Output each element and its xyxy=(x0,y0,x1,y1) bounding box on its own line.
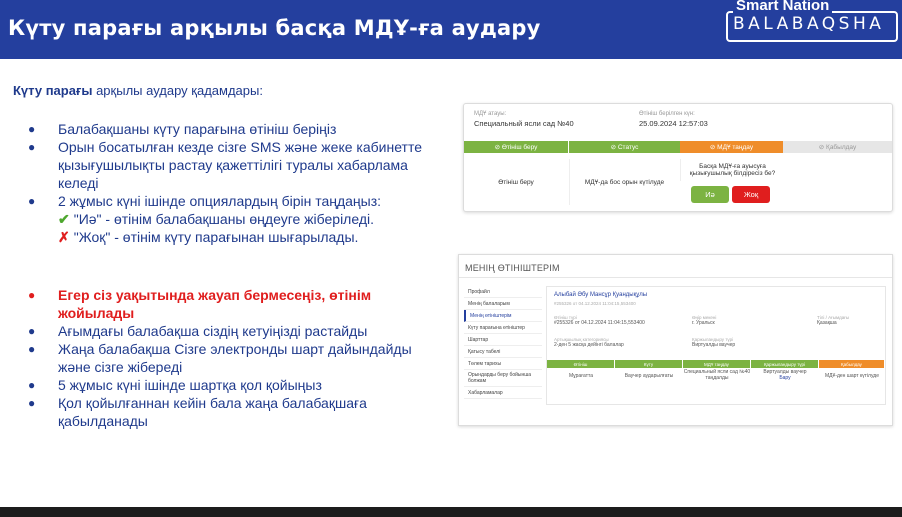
bullet-icon: ● xyxy=(28,396,36,410)
progress-step: ⊘ Өтініш беру xyxy=(464,141,568,153)
steps-list xyxy=(28,120,433,246)
sidebar-item[interactable]: Төлем тарихы xyxy=(464,358,542,370)
progress-step: Күту xyxy=(615,360,683,368)
sidebar-item-active[interactable]: Менің өтініштерім xyxy=(464,310,542,322)
bullet-icon: ● xyxy=(28,342,36,356)
step-text: Орын босатылған кезде сізге SMS және жеке кабинетте қызығушылықты растау қажеттілігі туралы хабарлама келеді xyxy=(58,139,422,191)
list-item xyxy=(28,138,433,192)
field-block xyxy=(554,337,624,348)
bullet-icon: ● xyxy=(28,378,36,392)
bullet-icon: ● xyxy=(28,140,36,154)
kindergarten-field xyxy=(474,111,574,128)
field-block xyxy=(817,315,849,326)
field-label: Тілі / Ағымдағы xyxy=(817,315,850,320)
field-label: МДҰ атауы: xyxy=(474,111,507,117)
sidebar-item[interactable]: Күту парағына өтініштер xyxy=(464,322,542,334)
question-cell: Басқа МДҰ-ға ауысуға қызығушылық білдіресіз бе? xyxy=(680,159,784,181)
intro-rest: арқылы аудару қадамдары: xyxy=(92,83,263,98)
status-cell: Өтініш беру xyxy=(498,178,534,186)
field-value: 2-ден 5 жасқа дейінгі балалар xyxy=(554,342,624,348)
step-text: Жаңа балабақша Сізге электронды шарт дайындайды және сізге жібереді xyxy=(58,341,412,375)
progress-step: Өтініш xyxy=(547,360,615,368)
bullet-icon: ● xyxy=(28,288,36,302)
field-value: 25.09.2024 12:57:03 xyxy=(639,119,708,128)
card-title: МЕНІҢ ӨТІНІШТЕРІМ xyxy=(465,263,560,273)
step-text: 5 жұмыс күні ішінде шартқа қол қойыңыз xyxy=(58,377,322,393)
application-detail xyxy=(546,286,886,405)
child-name: Алыбай Әбу Мансұр Қуандықұлы xyxy=(554,292,648,298)
field-value: г. Уральск xyxy=(692,320,715,326)
list-item xyxy=(28,340,423,376)
application-card xyxy=(463,103,893,212)
warning-text: Егер сіз уақытында жауап бермесеңіз, өтінім жойылады xyxy=(58,287,372,321)
sidebar-item[interactable]: Хабарламалар xyxy=(464,387,542,399)
option-no xyxy=(28,228,433,246)
progress-step: Қаржыландыру түрі xyxy=(751,360,819,368)
status-cell: Мұрағатта xyxy=(568,373,594,379)
field-label: Өтініш берілген күн: xyxy=(639,111,695,117)
option-yes-text: "Иә" - өтінім балабақшаны өңдеуге жіберіледі. xyxy=(73,211,375,227)
sidebar-item[interactable]: Профайл xyxy=(464,286,542,298)
progress-step: МДҰ таңдау xyxy=(683,360,751,368)
go-link[interactable]: Бару xyxy=(779,375,791,381)
step-text: Балабақшаны күту парағына өтініш беріңіз xyxy=(58,121,337,137)
option-yes xyxy=(28,210,433,228)
my-applications-card xyxy=(458,254,893,426)
step-text: Қол қойылғаннан кейін бала жаңа балабақшаға қабылданады xyxy=(58,395,367,429)
cell-text: Виртуалды ваучер xyxy=(763,369,807,375)
sidebar-menu xyxy=(464,286,542,399)
intro-bold: Күту парағы xyxy=(13,83,93,98)
sidebar-item[interactable]: Менің балаларым xyxy=(464,298,542,310)
field-label: Өңір мекені xyxy=(692,315,717,320)
cross-icon: ✗ xyxy=(58,229,70,245)
step-label: Статус xyxy=(617,143,639,151)
sidebar-item[interactable]: Шарттар xyxy=(464,334,542,346)
field-block xyxy=(692,315,716,326)
logo-top-text: Smart Nation xyxy=(733,0,832,14)
field-value: Специальный ясли сад №40 xyxy=(474,119,574,128)
field-label: Қаржыландыру түрі xyxy=(692,337,734,342)
step-text: 2 жұмыс күні ішінде опциялардың бірін таңдаңыз: xyxy=(58,193,382,209)
list-item xyxy=(28,120,433,138)
logo-main-text: BALABAQSHA xyxy=(733,14,885,34)
progress-step: ⊘ Қабылдау xyxy=(783,141,892,153)
field-value: Виртуалды ваучер xyxy=(692,342,736,348)
divider xyxy=(459,277,892,278)
status-cell xyxy=(751,369,819,381)
step-text: Ағымдағы балабақша сіздің кетуіңізді растайды xyxy=(58,323,368,339)
field-block xyxy=(554,315,645,326)
step-label: Өтініш беру xyxy=(501,143,538,151)
list-item xyxy=(28,376,423,394)
date-field xyxy=(639,111,708,128)
option-no-text: "Жоқ" - өтінім күту парағынан шығарылады. xyxy=(73,229,359,245)
list-item xyxy=(28,394,423,430)
field-label: Артықшылық категориясы xyxy=(554,337,609,342)
steps-list-2 xyxy=(28,286,423,430)
progress-step: Қабылдау xyxy=(819,360,885,368)
status-cell: Специальный ясли сад №40 таңдалды xyxy=(683,369,751,381)
field-label: Өтініш түрі xyxy=(554,315,577,320)
intro-text xyxy=(13,83,263,98)
status-cell: МДҰ-ден шарт күтілуде xyxy=(824,373,880,379)
sidebar-item[interactable]: Қатысу табелі xyxy=(464,346,542,358)
warning-item xyxy=(28,286,423,322)
footer-bar xyxy=(0,507,902,517)
field-value: #255326 от 04.12.2024 11:04:15,553400 xyxy=(554,320,645,326)
list-item xyxy=(28,192,433,210)
step-label: МДҰ таңдау xyxy=(717,143,754,151)
progress-bar xyxy=(464,141,892,153)
no-button[interactable]: Жоқ xyxy=(732,186,770,203)
app-id: #255326 от 04.12.2024 11:04:15,553400 xyxy=(554,301,636,306)
bullet-icon: ● xyxy=(28,122,36,136)
bullet-icon: ● xyxy=(28,324,36,338)
page-title: Күту парағы арқылы басқа МДҰ-ға аудару xyxy=(8,16,541,40)
bullet-icon: ● xyxy=(28,194,36,208)
field-value: Қазақша xyxy=(817,320,837,326)
progress-bar xyxy=(547,360,885,368)
progress-step: ⊘ Статус xyxy=(568,141,680,153)
step-label: Қабылдау xyxy=(826,143,857,151)
status-cell: МДҰ-да бос орын күтілуде xyxy=(569,159,679,205)
sidebar-item[interactable]: Орындарды беру бойынша болжам xyxy=(464,370,542,387)
check-icon: ✔ xyxy=(58,211,70,227)
progress-step: ⊘ МДҰ таңдау xyxy=(680,141,783,153)
status-cells xyxy=(464,159,892,209)
status-cell: Ваучер аударылғаты xyxy=(624,373,674,379)
list-item xyxy=(28,322,423,340)
field-block xyxy=(692,337,735,348)
yes-button[interactable]: Иә xyxy=(691,186,729,203)
